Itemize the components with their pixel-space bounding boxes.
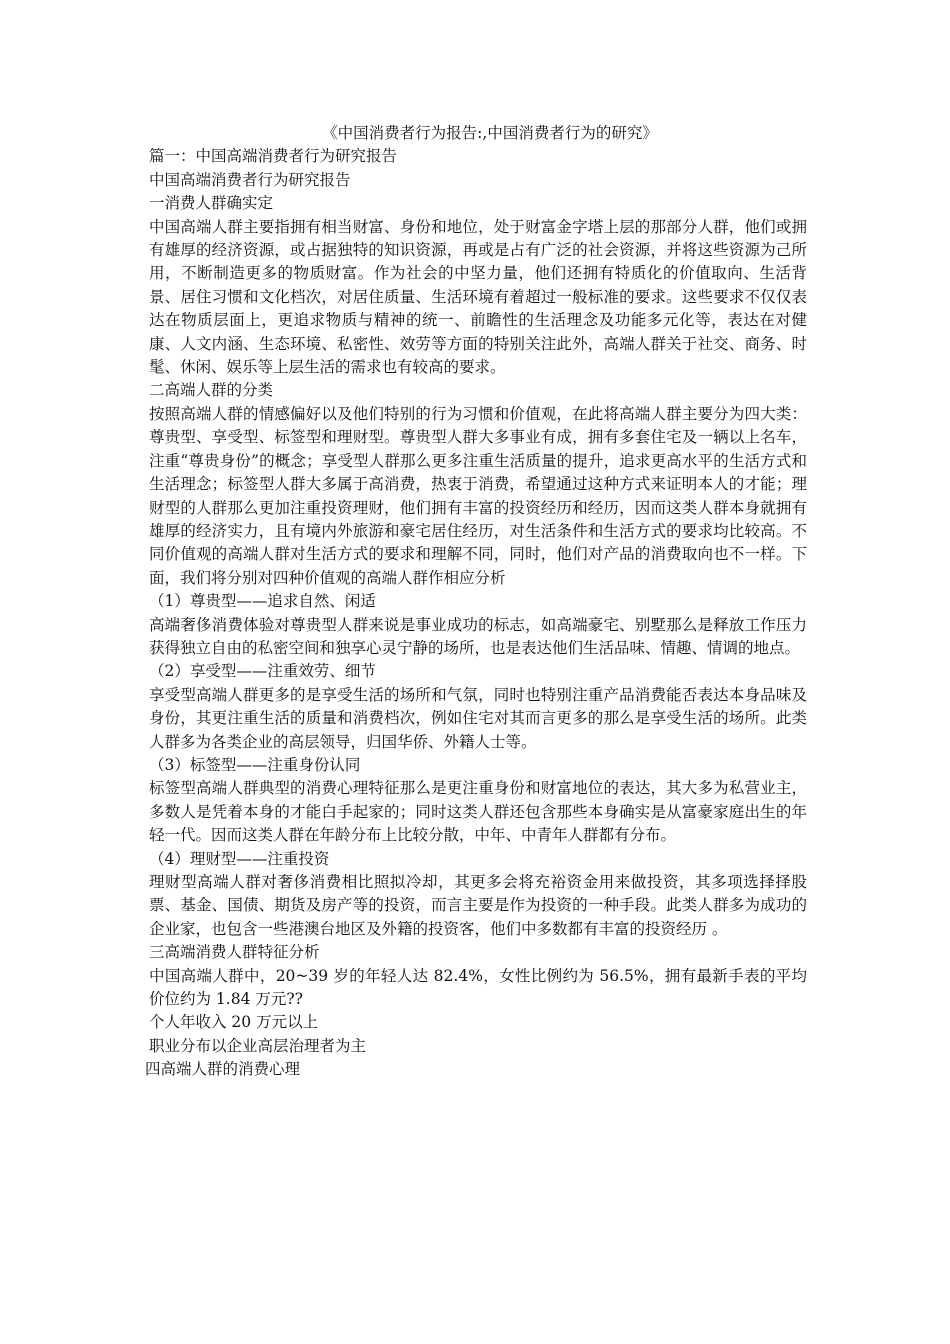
- report-title: 中国高端消费者行为研究报告: [149, 170, 351, 189]
- document-title: 《中国消费者行为报告:,中国消费者行为的研究》: [322, 124, 658, 142]
- body-paragraph: 个人年收入 20 万元以上: [149, 1013, 319, 1032]
- subsection-heading: （1）尊贵型——追求自然、闲适: [149, 592, 376, 611]
- body-paragraph: 中国高端人群主要指拥有相当财富、身份和地位，处于财富金字塔上层的那部分人群，他们或拥有雄厚的经济资源，或占据独特的知识资源，再或是占有广泛的社会资源，并将这些资源为己所用，不断制造更多的物质财富。作为社会的中坚力量，他们还拥有特质化的价值取向、生活背景、居住习惯和文化档次，对居住质量、生活环境有着超过一般标准的要求。这些要求不仅仅表达在物质层面上，更追求物质与精神的统一、前瞻性的生活理念及功能多元化等，表达在对健康、人文内涵、生态环境、私密性、效劳等方面的特别关注此外，高端人群关于社交、商务、时髦、休闲、娱乐等上层生活的需求也有较高的要求。: [149, 217, 807, 377]
- subsection-heading: （4）理财型——注重投资: [149, 849, 330, 868]
- body-paragraph: 享受型高端人群更多的是享受生活的场所和气氛，同时也特别注重产品消费能否表达本身品味及身份，其更注重生活的质量和消费档次，例如住宅对其而言更多的那么是享受生活的场所。此类人群多为各类企业的高层领导，归国华侨、外籍人士等。: [149, 685, 807, 751]
- body-paragraph: 中国高端人群中，20~39 岁的年轻人达 82.4%，女性比例约为 56.5%，拥有最新手表的平均价位约为 1.84 万元??: [149, 966, 807, 1009]
- body-paragraph: 高端奢侈消费体验对尊贵型人群来说是事业成功的标志，如高端豪宅、别墅那么是释放工作压力获得独立自由的私密空间和独享心灵宁静的场所，也是表达他们生活品味、情趣、情调的地点。: [149, 615, 807, 657]
- subsection-heading: （2）享受型——注重效劳、细节: [149, 662, 376, 681]
- document-body: [145, 122, 807, 1082]
- chapter-heading: 篇一：中国高端消费者行为研究报告: [149, 147, 398, 166]
- section-heading: 四高端人群的消费心理: [145, 1060, 301, 1079]
- body-paragraph: 标签型高端人群典型的消费心理特征那么是更注重身份和财富地位的表达，其大多为私营业主，多数人是凭着本身的才能白手起家的；同时这类人群还包含那些本身确实是从富豪家庭出生的年轻一代。因而这类人群在年龄分布上比较分散，中年、中青年人群都有分布。: [149, 779, 807, 845]
- body-paragraph: 理财型高端人群对奢侈消费相比照拟冷却，其更多会将充裕资金用来做投资，其多项选择择股票、基金、国债、期货及房产等的投资，而言主要是作为投资的一种手段。此类人群多为成功的企业家，也包含一些港澳台地区及外籍的投资客，他们中多数都有丰富的投资经历 。: [149, 873, 807, 938]
- section-heading: 二高端人群的分类: [149, 381, 274, 400]
- body-paragraph: 按照高端人群的情感偏好以及他们特别的行为习惯和价值观，在此将高端人群主要分为四大类：尊贵型、享受型、标签型和理财型。尊贵型人群大多事业有成，拥有多套住宅及一辆以上名车，注重“尊贵身份”的概念；享受型人群那么更多注重生活质量的提升，追求更高水平的生活方式和生活理念；标签型人群大多属于高消费，热衷于消费，希望通过这种方式来证明本人的才能；理财型的人群那么更加注重投资理财，他们拥有丰富的投资经历和经历，因而这类人群本身就拥有雄厚的经济实力，且有境内外旅游和豪宅居住经历，对生活条件和生活方式的要求均比较高。不同价值观的高端人群对生活方式的要求和理解不同，同时，他们对产品的消费取向也不一样。下面，我们将分别对四种价值观的高端人群作相应分析: [149, 404, 807, 587]
- body-paragraph: 职业分布以企业高层治理者为主: [149, 1036, 367, 1055]
- section-heading: 一消费人群确实定: [149, 194, 274, 213]
- section-heading: 三高端消费人群特征分析: [149, 943, 320, 962]
- subsection-heading: （3）标签型——注重身份认同: [149, 755, 361, 774]
